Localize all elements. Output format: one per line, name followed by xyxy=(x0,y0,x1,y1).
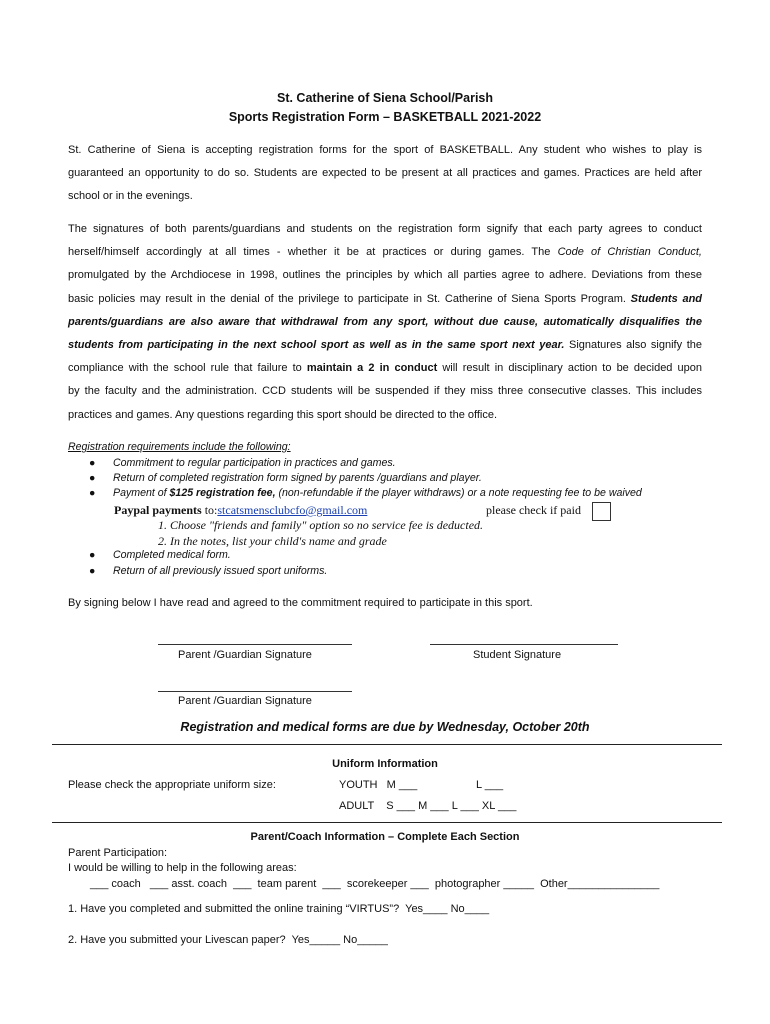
section-divider xyxy=(52,744,722,745)
student-signature-label: Student Signature xyxy=(473,649,562,661)
paypal-line xyxy=(114,503,367,518)
intro-p2-line-3: promulgated by the Archdiocese in 1998, outlines the principles by which all parties agree to adhere. Deviations from these xyxy=(68,269,702,282)
intro-p2-line-4-emphasis: Students and xyxy=(630,292,703,305)
requirement-text-c: (non-refundable if the player withdraws) or a note requesting fee to be waived xyxy=(275,487,642,499)
requirement-text: Return of completed registration form signed by parents /guardians and player. xyxy=(113,472,482,484)
intro-p1-line-3: school or in the evenings. xyxy=(68,190,193,203)
intro-p2-line-7 xyxy=(68,357,702,380)
intro-p2-line-4-text: basic policies may result in the denial of the privilege to participate in St. Catherine of Siena Sports Program. xyxy=(68,292,631,305)
paypal-note-1: 1. Choose "friends and family" option so no service fee is deducted. xyxy=(158,518,484,532)
help-areas-options[interactable]: ___ coach ___ asst. coach ___ team parent ___ scorekeeper ___ photographer _____ Other_______________ xyxy=(90,878,660,890)
bullet-icon: ● xyxy=(89,487,96,499)
parent-signature-line[interactable] xyxy=(158,644,352,645)
parent-coach-heading: Parent/Coach Information – Complete Each Section xyxy=(250,831,520,843)
uniform-heading: Uniform Information xyxy=(332,758,438,770)
parent-signature-label-2: Parent /Guardian Signature xyxy=(178,695,312,707)
virtus-training-question[interactable]: 1. Have you completed and submitted the online training “VIRTUS”? Yes____ No____ xyxy=(68,903,490,915)
youth-size-options[interactable]: YOUTH M ___ xyxy=(339,779,418,791)
agreement-statement: By signing below I have read and agreed to the commitment required to participate in this sport. xyxy=(68,597,533,609)
intro-p2-line-1: The signatures of both parents/guardians and students on the registration form signify that each party agrees to conduct xyxy=(68,223,702,235)
paid-checkbox[interactable] xyxy=(592,502,611,521)
bullet-icon: ● xyxy=(89,457,96,469)
bullet-icon: ● xyxy=(89,549,96,561)
requirement-item xyxy=(89,549,231,561)
requirement-text: Completed medical form. xyxy=(113,549,231,561)
youth-large-option[interactable]: L ___ xyxy=(476,779,504,791)
intro-p2-line-8: by the faculty and the administration. CCD students will be suspended if they miss three consecutive classes. This includes xyxy=(68,385,702,398)
intro-p2-line-7-c: will result in disciplinary action to be decided upon xyxy=(437,362,702,375)
intro-p2-line-9: practices and games. Any questions regarding this sport should be directed to the office. xyxy=(68,408,498,421)
paypal-to: to: xyxy=(201,503,218,517)
form-title-school: St. Catherine of Siena School/Parish xyxy=(276,91,494,105)
due-date-notice: Registration and medical forms are due by Wednesday, October 20th xyxy=(180,720,590,734)
parent-participation-label: Parent Participation: xyxy=(68,847,168,859)
form-title-sport: Sports Registration Form – BASKETBALL 2021-2022 xyxy=(228,110,542,124)
intro-p2-line-7-a: compliance with the school rule that failure to xyxy=(68,362,307,375)
intro-p2-line-4 xyxy=(68,288,702,311)
requirement-text: Return of all previously issued sport uniforms. xyxy=(113,565,328,577)
requirement-text-a: Payment of xyxy=(113,487,170,499)
conduct-requirement: maintain a 2 in conduct xyxy=(306,362,438,375)
willing-to-help-label: I would be willing to help in the following areas: xyxy=(68,862,297,874)
uniform-prompt: Please check the appropriate uniform size: xyxy=(68,779,276,791)
requirement-text: Commitment to regular participation in practices and games. xyxy=(113,457,396,469)
livescan-question[interactable]: 2. Have you submitted your Livescan paper? Yes_____ No_____ xyxy=(68,934,388,946)
registration-fee: $125 registration fee, xyxy=(169,487,276,499)
intro-p2-line-6-text: Signatures also signify the xyxy=(564,339,702,352)
intro-paragraph-2 xyxy=(68,218,702,427)
bullet-icon: ● xyxy=(89,565,96,577)
requirement-item xyxy=(89,487,642,499)
code-of-conduct-title: Code of Christian Conduct, xyxy=(557,246,702,259)
parent-signature-label: Parent /Guardian Signature xyxy=(178,649,312,661)
intro-paragraph-1 xyxy=(68,139,702,209)
intro-p2-line-2 xyxy=(68,241,702,264)
adult-size-options[interactable]: ADULT S ___ M ___ L ___ XL ___ xyxy=(339,800,517,812)
parent-signature-line-2[interactable] xyxy=(158,691,352,692)
requirement-item xyxy=(89,565,327,577)
paypal-label: Paypal payments xyxy=(114,503,202,517)
requirement-item xyxy=(89,472,482,484)
requirements-heading: Registration requirements include the following: xyxy=(68,441,291,453)
intro-p2-line-6-emphasis: students from participating in the next school sport as well as in the same sport next year. xyxy=(68,339,565,352)
intro-p1-line-2: guaranteed an opportunity to do so. Students are expected to be present at all practices and games. Practices are held after xyxy=(68,167,702,180)
intro-p2-line-5: parents/guardians are also aware that withdrawal from any sport, without due cause, automatically disqualifies the xyxy=(68,315,702,328)
paypal-check-label: please check if paid xyxy=(486,503,581,517)
paypal-email-link[interactable]: stcatsmensclubcfo@gmail.com xyxy=(217,503,368,517)
paypal-note-2: 2. In the notes, list your child's name and grade xyxy=(158,534,387,548)
student-signature-line[interactable] xyxy=(430,644,618,645)
bullet-icon: ● xyxy=(89,472,96,484)
requirement-item xyxy=(89,457,396,469)
intro-p2-line-2-text: herself/himself accordingly at all times - whether it be at practices or during games. The xyxy=(68,246,558,259)
intro-p1-line-1: St. Catherine of Siena is accepting registration forms for the sport of BASKETBALL. Any student who wishes to play is xyxy=(68,144,702,156)
section-divider xyxy=(52,822,722,823)
intro-p2-line-6 xyxy=(68,334,702,357)
